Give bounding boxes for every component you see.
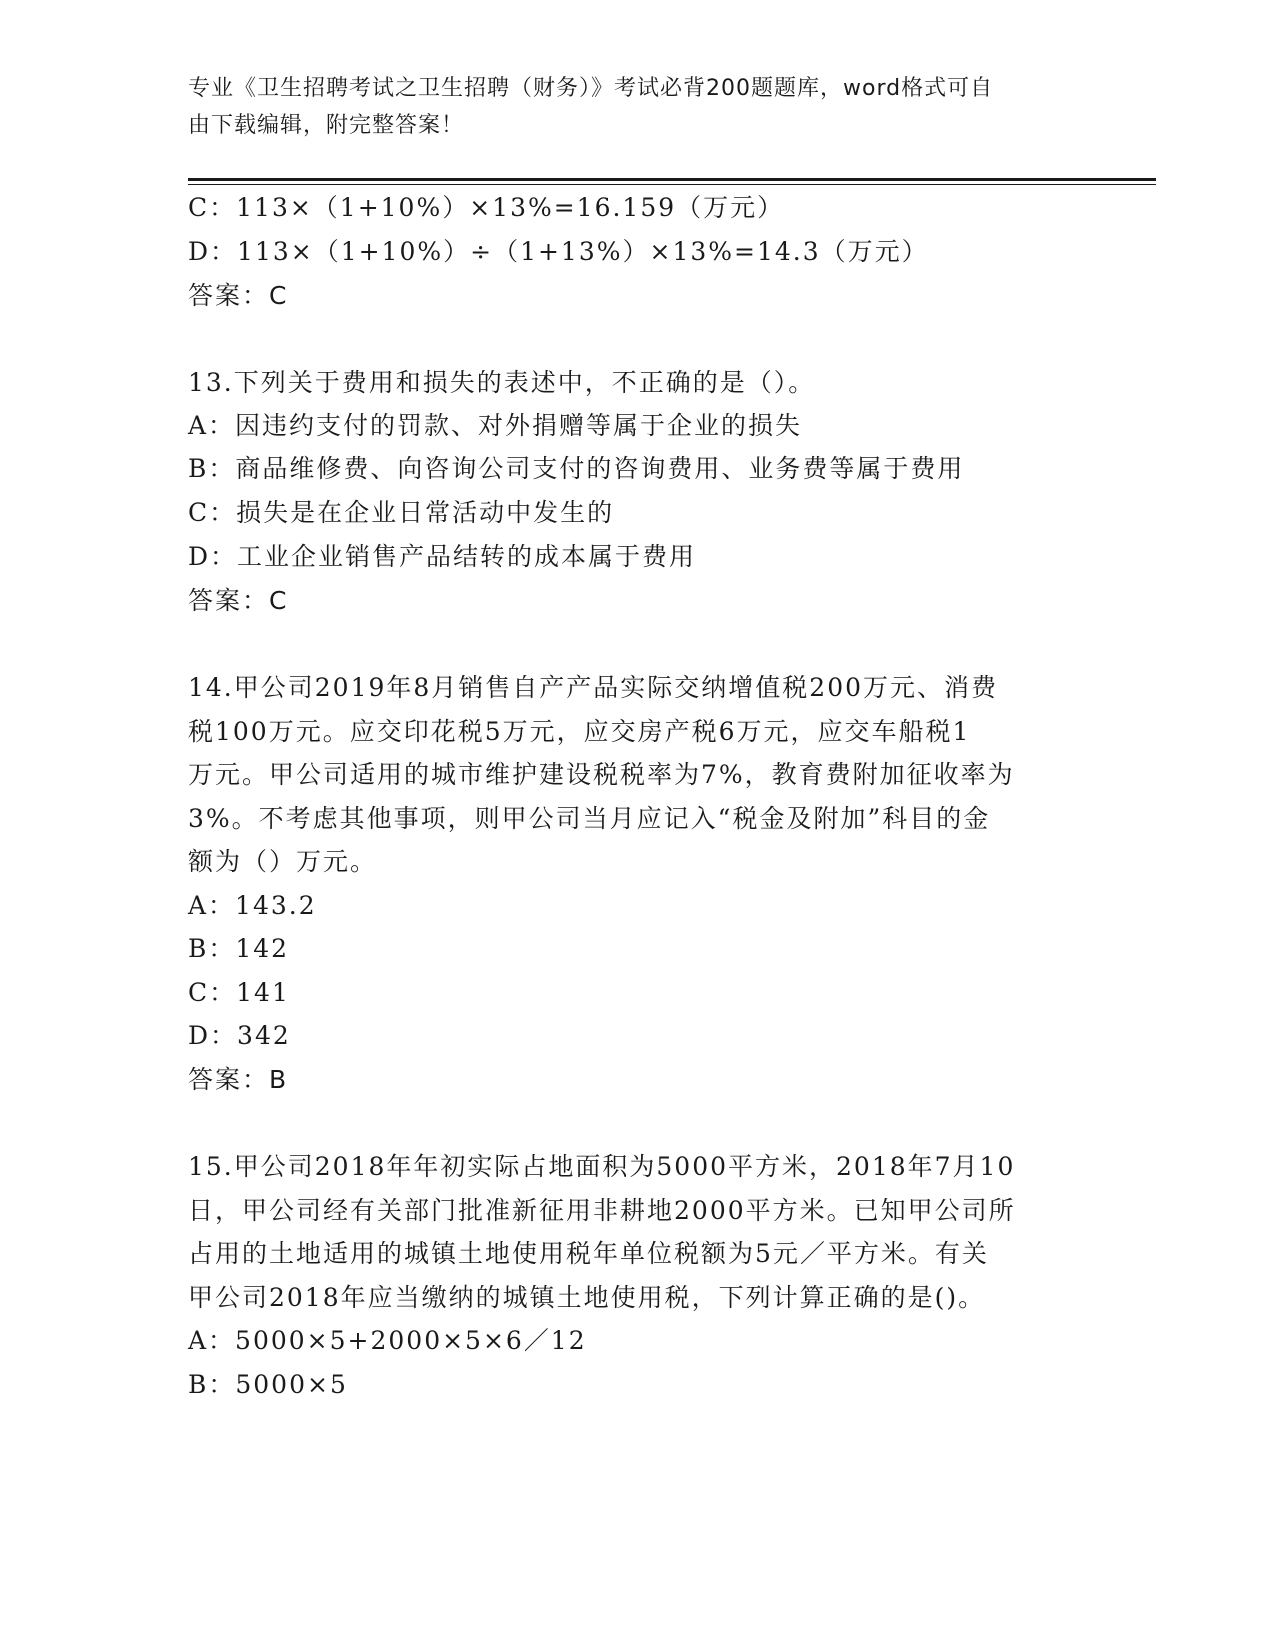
q15-option-a: A：5000×5+2000×5×6／12 <box>188 1326 587 1355</box>
header-rule-thin <box>188 184 1156 185</box>
q14-answer: 答案：B <box>188 1065 289 1094</box>
prev-answer: 答案：C <box>188 281 289 310</box>
prev-option-d: D：113×（1+10%）÷（1+13%）×13%=14.3（万元） <box>188 237 929 266</box>
q13-option-a: A：因违约支付的罚款、对外捐赠等属于企业的损失 <box>188 411 803 440</box>
q14-stem-line-4: 3%。不考虑其他事项，则甲公司当月应记入“税金及附加”科目的金 <box>188 804 991 833</box>
header-line-1: 专业《卫生招聘考试之卫生招聘（财务）》考试必背200题题库，word格式可自 <box>188 76 994 101</box>
q15-stem-line-3: 占用的土地适用的城镇土地使用税年单位税额为5元／平方米。有关 <box>188 1239 989 1268</box>
q14-option-b: B：142 <box>188 934 290 963</box>
q15-option-b: B：5000×5 <box>188 1370 348 1399</box>
header-line-2: 由下载编辑，附完整答案！ <box>188 113 465 138</box>
prev-option-c: C：113×（1+10%）×13%=16.159（万元） <box>188 193 785 222</box>
q15-stem-line-4: 甲公司2018年应当缴纳的城镇土地使用税，下列计算正确的是()。 <box>188 1283 986 1312</box>
q14-stem-line-3: 万元。甲公司适用的城市维护建设税税率为7%，教育费附加征收率为 <box>188 760 1015 789</box>
q14-option-d: D：342 <box>188 1021 291 1050</box>
q13-stem: 13.下列关于费用和损失的表述中，不正确的是（）。 <box>188 368 816 397</box>
q14-option-a: A：143.2 <box>188 891 317 920</box>
q13-option-c: C：损失是在企业日常活动中发生的 <box>188 498 615 527</box>
q13-option-d: D：工业企业销售产品结转的成本属于费用 <box>188 542 697 571</box>
q14-stem-line-5: 额为（）万元。 <box>188 847 378 876</box>
q14-option-c: C：141 <box>188 978 290 1007</box>
header-rule-thick <box>188 178 1156 181</box>
q15-stem-line-1: 15.甲公司2018年年初实际占地面积为5000平方米，2018年7月10 <box>188 1152 1016 1181</box>
q14-stem-line-2: 税100万元。应交印花税5万元，应交房产税6万元，应交车船税1 <box>188 717 971 746</box>
q14-stem-line-1: 14.甲公司2019年8月销售自产产品实际交纳增值税200万元、消费 <box>188 673 999 702</box>
q15-stem-line-2: 日，甲公司经有关部门批准新征用非耕地2000平方米。已知甲公司所 <box>188 1196 1016 1225</box>
q13-option-b: B：商品维修费、向咨询公司支付的咨询费用、业务费等属于费用 <box>188 454 965 483</box>
q13-answer: 答案：C <box>188 586 289 615</box>
document-header <box>188 70 1088 144</box>
